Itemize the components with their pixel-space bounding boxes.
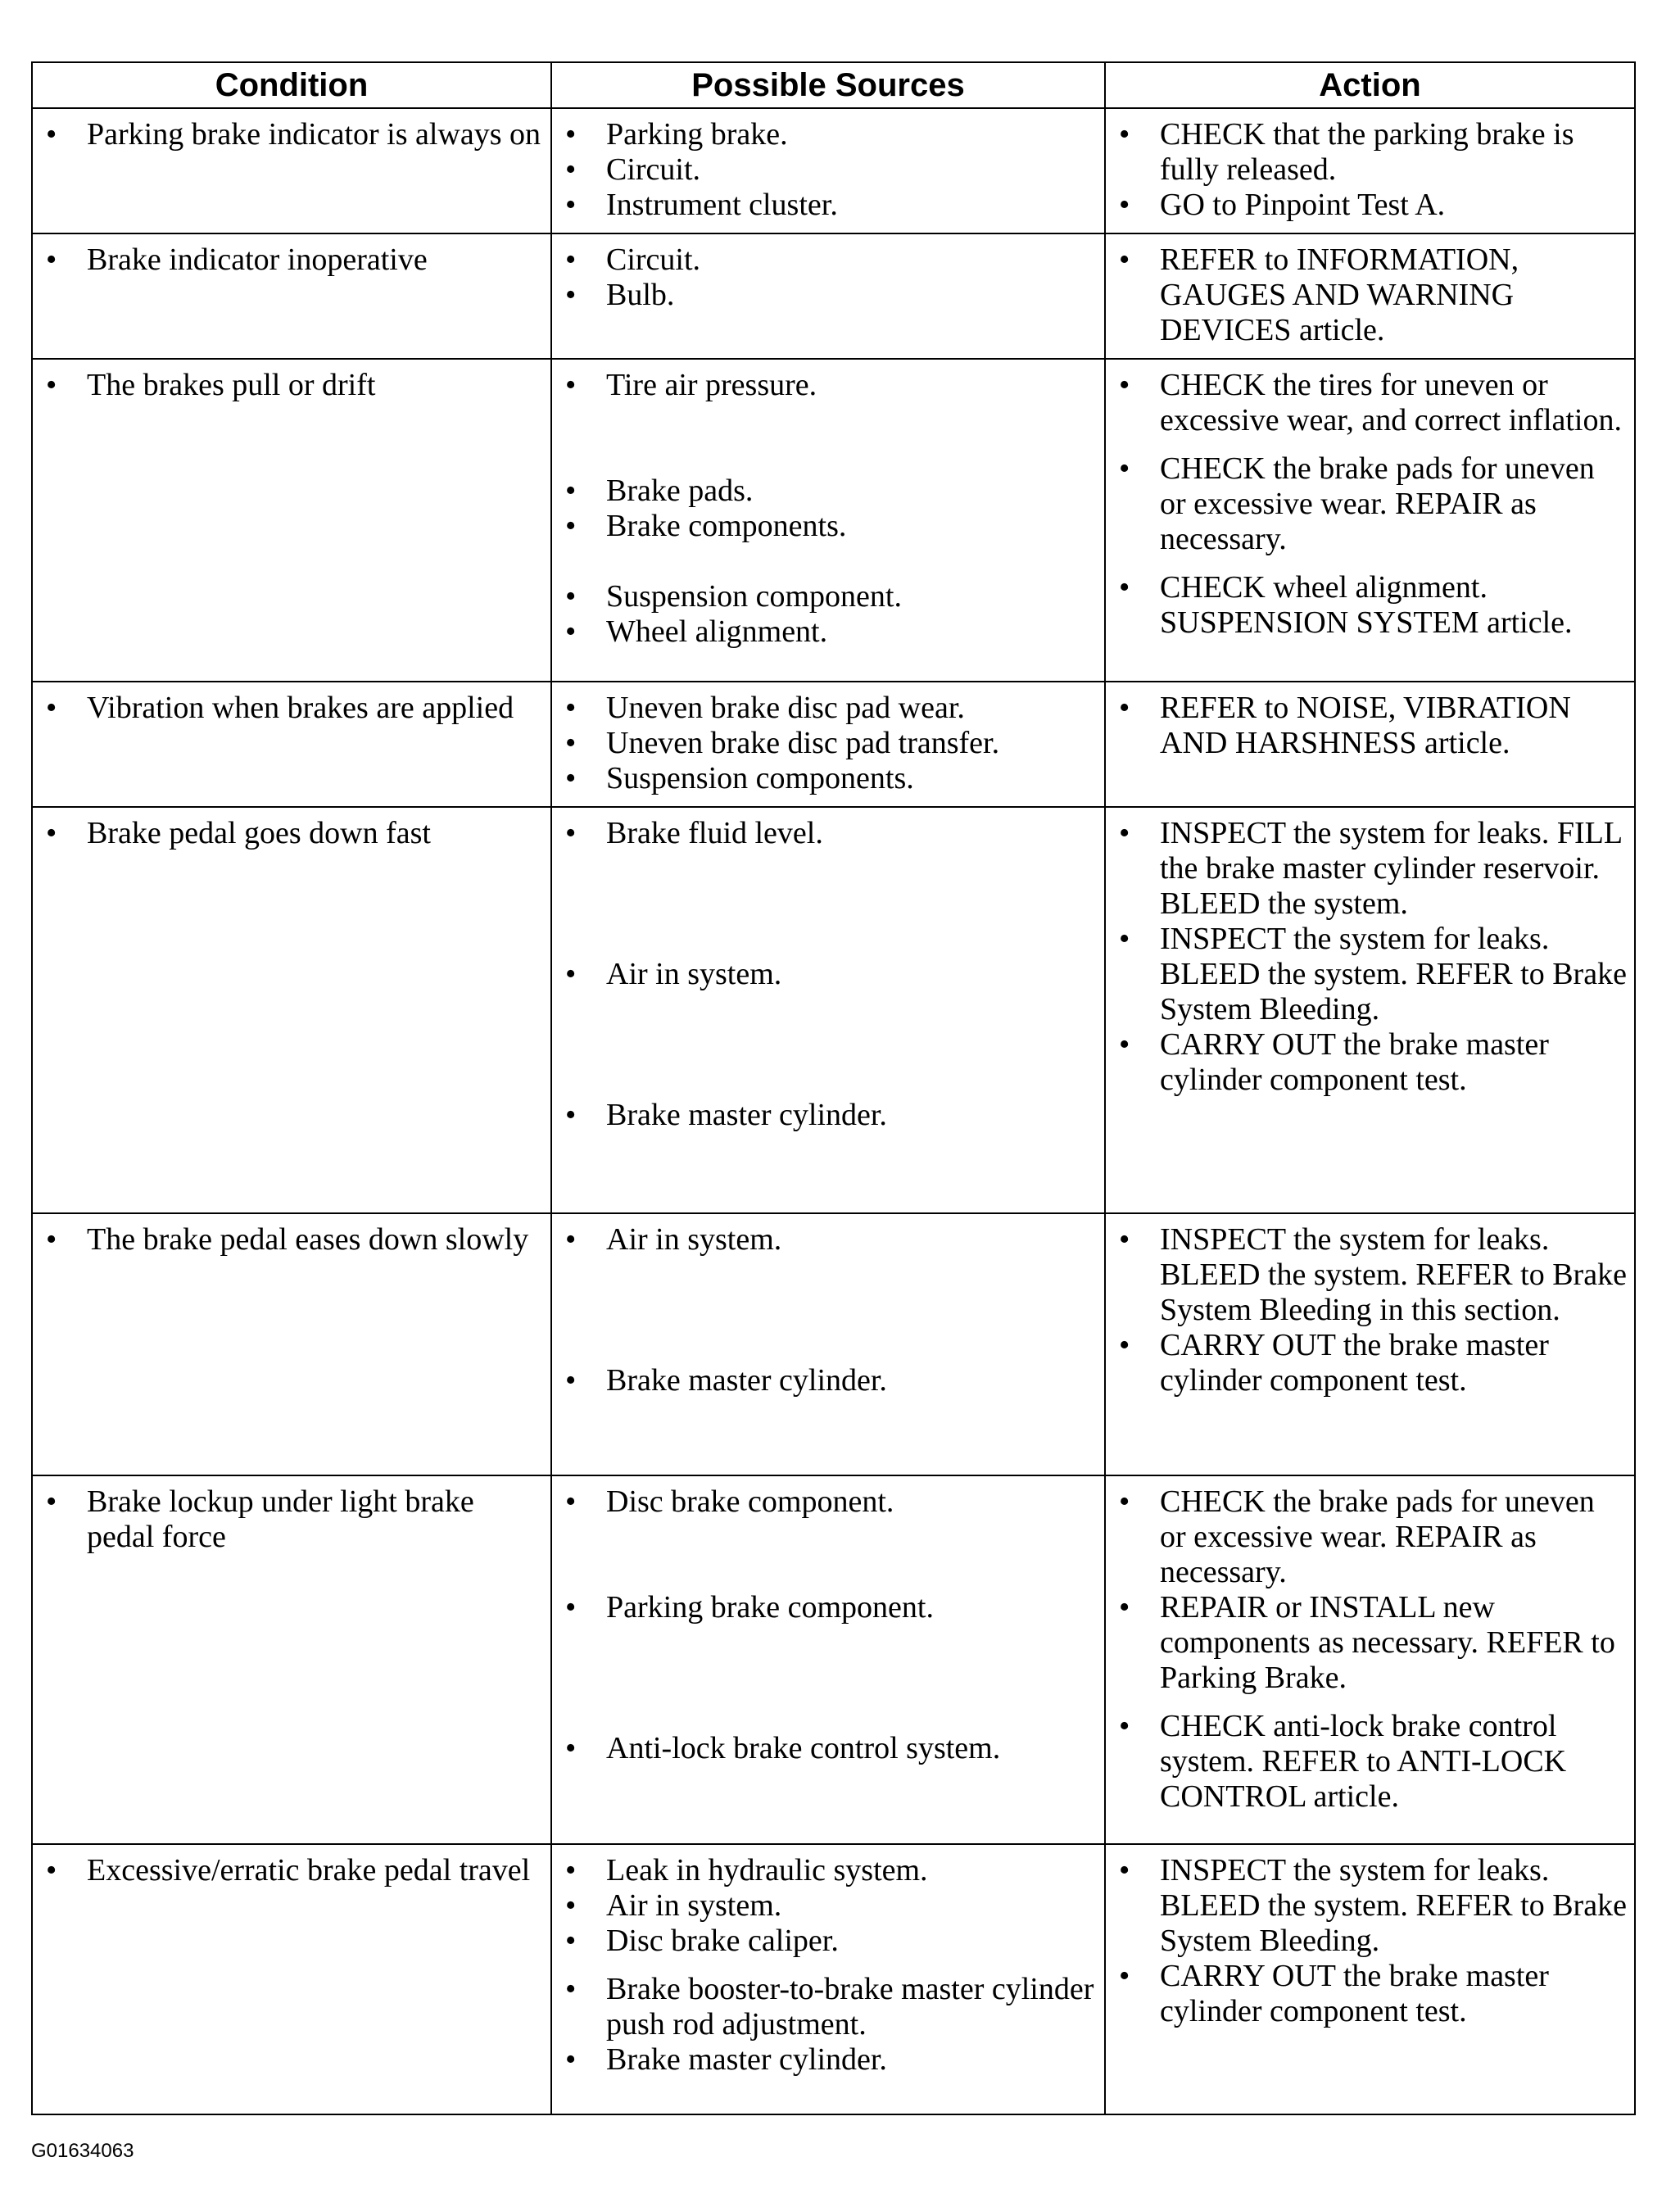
condition-text: • Excessive/erratic brake pedal travel [44, 1853, 544, 1888]
source-item: • Brake pads. [564, 474, 1098, 509]
source-item: • Suspension components. [564, 761, 1098, 796]
source-item: • Brake booster-to-brake master cylinder push rod adjustment. [564, 1972, 1098, 2042]
sources-cell [551, 682, 1105, 807]
action-item: • INSPECT the system for leaks. BLEED the system. REFER to Brake System Bleeding. [1117, 1853, 1628, 1959]
diagnosis-table [31, 61, 1636, 2115]
sources-cell [551, 233, 1105, 359]
condition-text: • Vibration when brakes are applied [44, 691, 544, 726]
source-item: • Suspension component. [564, 579, 1098, 614]
source-item: • Leak in hydraulic system. [564, 1853, 1098, 1888]
action-item: • INSPECT the system for leaks. BLEED the system. REFER to Brake System Bleeding. [1117, 922, 1628, 1027]
actions-cell [1105, 233, 1635, 359]
condition-cell [32, 1475, 551, 1844]
action-item: • INSPECT the system for leaks. BLEED the system. REFER to Brake System Bleeding in this section. [1117, 1222, 1628, 1328]
actions-cell [1105, 1844, 1635, 2114]
table-row [32, 807, 1635, 1213]
source-item: • Brake components. [564, 509, 1098, 544]
condition-cell [32, 1213, 551, 1475]
actions-cell [1105, 108, 1635, 233]
condition-text: • The brakes pull or drift [44, 368, 544, 403]
action-item: • CARRY OUT the brake master cylinder component test. [1117, 1328, 1628, 1398]
source-item: • Uneven brake disc pad transfer. [564, 726, 1098, 761]
source-item: • Uneven brake disc pad wear. [564, 691, 1098, 726]
source-item: • Air in system. [564, 1888, 1098, 1924]
actions-cell [1105, 359, 1635, 682]
header-condition: Condition [32, 62, 551, 108]
sources-cell [551, 108, 1105, 233]
source-item: • Brake master cylinder. [564, 2042, 1098, 2078]
source-item: • Disc brake component. [564, 1484, 1098, 1520]
condition-text: • Brake lockup under light brake pedal force [44, 1484, 544, 1555]
table-row [32, 233, 1635, 359]
action-item: • CHECK the brake pads for uneven or excessive wear. REPAIR as necessary. [1117, 451, 1628, 557]
action-item: • CHECK the tires for uneven or excessive wear, and correct inflation. [1117, 368, 1628, 438]
table-row [32, 682, 1635, 807]
table-row [32, 1844, 1635, 2114]
actions-cell [1105, 1475, 1635, 1844]
sources-cell [551, 1213, 1105, 1475]
table-row [32, 1475, 1635, 1844]
source-item: • Anti-lock brake control system. [564, 1731, 1098, 1766]
action-item: • REFER to INFORMATION, GAUGES AND WARNING DEVICES article. [1117, 242, 1628, 348]
action-item: • CARRY OUT the brake master cylinder component test. [1117, 1027, 1628, 1098]
action-item: • INSPECT the system for leaks. FILL the brake master cylinder reservoir. BLEED the system. [1117, 816, 1628, 922]
source-item: • Wheel alignment. [564, 614, 1098, 650]
action-item: • CHECK anti-lock brake control system. REFER to ANTI-LOCK CONTROL article. [1117, 1709, 1628, 1815]
table-row [32, 1213, 1635, 1475]
action-item: • CHECK that the parking brake is fully released. [1117, 117, 1628, 188]
condition-cell [32, 682, 551, 807]
condition-cell [32, 807, 551, 1213]
action-item: • CARRY OUT the brake master cylinder component test. [1117, 1959, 1628, 2029]
source-item: • Instrument cluster. [564, 188, 1098, 223]
action-item: • GO to Pinpoint Test A. [1117, 188, 1628, 223]
source-item: • Brake fluid level. [564, 816, 1098, 851]
source-item: • Parking brake component. [564, 1590, 1098, 1625]
header-possible-sources: Possible Sources [551, 62, 1105, 108]
condition-cell [32, 233, 551, 359]
source-item: • Tire air pressure. [564, 368, 1098, 403]
source-item: • Brake master cylinder. [564, 1098, 1098, 1133]
source-item: • Disc brake caliper. [564, 1924, 1098, 1959]
header-action: Action [1105, 62, 1635, 108]
condition-cell [32, 1844, 551, 2114]
action-item: • CHECK wheel alignment. SUSPENSION SYSTEM article. [1117, 570, 1628, 641]
action-item: • REPAIR or INSTALL new components as necessary. REFER to Parking Brake. [1117, 1590, 1628, 1696]
source-item: • Circuit. [564, 242, 1098, 278]
table-row [32, 359, 1635, 682]
source-item: • Bulb. [564, 278, 1098, 313]
actions-cell [1105, 807, 1635, 1213]
sources-cell [551, 807, 1105, 1213]
sources-cell [551, 359, 1105, 682]
action-item: • CHECK the brake pads for uneven or excessive wear. REPAIR as necessary. [1117, 1484, 1628, 1590]
source-item: • Air in system. [564, 1222, 1098, 1258]
condition-cell [32, 359, 551, 682]
source-item: • Brake master cylinder. [564, 1363, 1098, 1398]
condition-text: • Parking brake indicator is always on [44, 117, 544, 152]
source-item: • Air in system. [564, 957, 1098, 992]
condition-text: • Brake pedal goes down fast [44, 816, 544, 851]
header-row [32, 62, 1635, 108]
condition-cell [32, 108, 551, 233]
action-item: • REFER to NOISE, VIBRATION AND HARSHNESS article. [1117, 691, 1628, 761]
figure-id: G01634063 [31, 2140, 134, 2162]
source-item: • Parking brake. [564, 117, 1098, 152]
sources-cell [551, 1475, 1105, 1844]
condition-text: • The brake pedal eases down slowly [44, 1222, 544, 1258]
table-row [32, 108, 1635, 233]
actions-cell [1105, 1213, 1635, 1475]
sources-cell [551, 1844, 1105, 2114]
actions-cell [1105, 682, 1635, 807]
source-item: • Circuit. [564, 152, 1098, 188]
condition-text: • Brake indicator inoperative [44, 242, 544, 278]
